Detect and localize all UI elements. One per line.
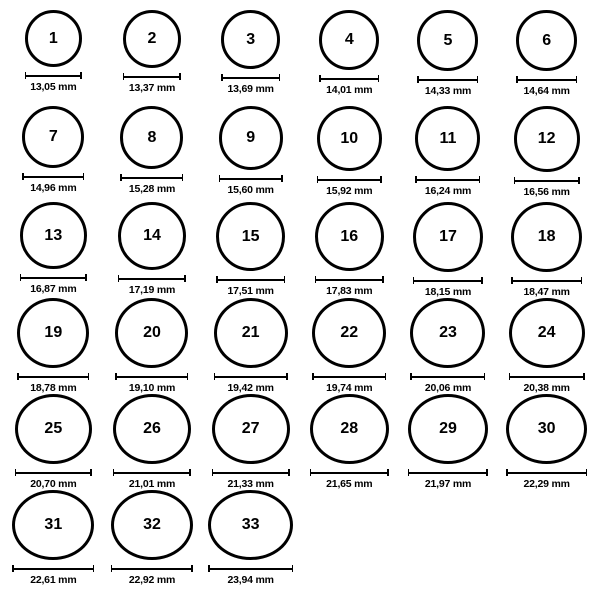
- ring-size-number: 3: [246, 30, 256, 48]
- ring-diameter-label: 19,42 mm: [227, 382, 274, 394]
- ring-diameter-measure: [514, 177, 580, 198]
- measure-bar-icon: [113, 469, 191, 476]
- measure-line: [415, 179, 480, 181]
- ring-circle: [115, 298, 188, 368]
- measure-line: [219, 178, 283, 180]
- measure-line: [315, 279, 384, 281]
- ring-diameter-label: 22,61 mm: [30, 574, 77, 586]
- measure-line: [17, 376, 89, 378]
- ring-diameter-label: 17,51 mm: [227, 285, 274, 297]
- measure-line: [123, 76, 181, 78]
- ring-diameter-measure: [115, 373, 188, 394]
- ring-size-number: 28: [340, 420, 359, 437]
- ring-diameter-label: 13,69 mm: [227, 83, 274, 95]
- ring-size-cell[interactable]: [497, 106, 596, 202]
- measure-line: [516, 79, 577, 81]
- measure-bar-icon: [417, 76, 478, 83]
- measure-bar-icon: [120, 174, 183, 181]
- ring-diameter-label: 16,24 mm: [424, 185, 472, 197]
- ring-size-cell[interactable]: [201, 394, 300, 490]
- ring-size-number: 26: [143, 420, 161, 437]
- ring-diameter-measure: [516, 76, 577, 97]
- ring-size-cell[interactable]: [103, 490, 202, 586]
- measure-line: [216, 279, 285, 281]
- measure-bar-icon: [118, 275, 186, 282]
- measure-line: [417, 79, 478, 81]
- ring-size-cell[interactable]: [399, 298, 498, 394]
- ring-size-cell[interactable]: [103, 10, 202, 106]
- ring-size-cell[interactable]: [497, 298, 596, 394]
- ring-diameter-measure: [111, 565, 193, 586]
- measure-bar-icon: [509, 373, 585, 380]
- measure-bar-icon: [511, 277, 582, 284]
- measure-bar-icon: [15, 469, 92, 476]
- ring-diameter-measure: [15, 469, 92, 490]
- ring-diameter-label: 21,01 mm: [128, 478, 176, 490]
- measure-line: [514, 180, 580, 182]
- ring-diameter-label: 17,19 mm: [128, 284, 176, 296]
- measure-line: [408, 472, 488, 474]
- ring-size-cell[interactable]: [399, 106, 498, 202]
- ring-diameter-measure: [208, 565, 293, 586]
- measure-line: [20, 277, 87, 279]
- measure-bar-icon: [216, 276, 285, 283]
- ring-diameter-label: 14,64 mm: [523, 85, 570, 97]
- ring-diameter-measure: [417, 76, 478, 97]
- ring-size-cell[interactable]: [201, 298, 300, 394]
- ring-diameter-label: 19,74 mm: [326, 382, 373, 394]
- ring-diameter-label: 18,78 mm: [30, 382, 77, 394]
- ring-diameter-label: 21,33 mm: [227, 478, 274, 490]
- ring-circle: [417, 10, 478, 71]
- ring-diameter-label: 18,15 mm: [424, 286, 472, 298]
- ring-diameter-measure: [221, 74, 280, 95]
- ring-diameter-label: 22,92 mm: [128, 574, 176, 586]
- ring-size-cell[interactable]: [201, 202, 300, 298]
- ring-circle: [319, 10, 379, 70]
- ring-diameter-label: 13,05 mm: [30, 81, 77, 93]
- ring-circle: [315, 202, 384, 271]
- measure-line: [319, 78, 379, 80]
- ring-circle: [212, 394, 290, 464]
- ring-circle: [111, 490, 193, 560]
- ring-circle: [120, 106, 183, 169]
- ring-size-cell[interactable]: [4, 202, 103, 298]
- measure-line: [310, 472, 389, 474]
- ring-circle: [410, 298, 485, 368]
- ring-size-number: 17: [439, 228, 457, 245]
- ring-size-number: 31: [44, 516, 63, 533]
- ring-diameter-measure: [120, 174, 183, 195]
- ring-diameter-measure: [317, 176, 382, 197]
- measure-bar-icon: [415, 176, 480, 183]
- ring-size-number: 32: [143, 516, 161, 533]
- ring-diameter-label: 21,65 mm: [326, 478, 373, 490]
- ring-diameter-measure: [214, 373, 288, 394]
- measure-bar-icon: [410, 373, 485, 380]
- ring-size-number: 33: [241, 516, 260, 533]
- measure-line: [511, 280, 582, 282]
- measure-bar-icon: [219, 175, 283, 182]
- measure-bar-icon: [315, 276, 384, 283]
- ring-circle: [221, 10, 280, 69]
- measure-line: [509, 376, 585, 378]
- ring-diameter-label: 18,47 mm: [523, 286, 570, 298]
- ring-size-cell[interactable]: [399, 202, 498, 298]
- ring-circle: [509, 298, 585, 368]
- ring-diameter-label: 13,37 mm: [128, 82, 176, 94]
- ring-circle: [317, 106, 382, 171]
- ring-diameter-measure: [219, 175, 283, 196]
- ring-diameter-label: 20,38 mm: [523, 382, 570, 394]
- ring-diameter-measure: [413, 277, 483, 298]
- ring-diameter-label: 15,92 mm: [326, 185, 373, 197]
- ring-size-cell[interactable]: [103, 202, 202, 298]
- ring-size-cell[interactable]: [201, 490, 300, 586]
- ring-diameter-label: 17,83 mm: [326, 285, 373, 297]
- ring-circle: [20, 202, 87, 269]
- ring-diameter-measure: [415, 176, 480, 197]
- ring-circle: [216, 202, 285, 271]
- ring-diameter-measure: [118, 275, 186, 296]
- ring-circle: [123, 10, 181, 68]
- measure-bar-icon: [22, 173, 84, 180]
- measure-line: [312, 376, 386, 378]
- ring-size-cell[interactable]: [497, 10, 596, 106]
- ring-size-grid: [4, 10, 596, 586]
- ring-size-cell[interactable]: [497, 202, 596, 298]
- measure-line: [120, 177, 183, 179]
- measure-line: [212, 472, 290, 474]
- measure-bar-icon: [123, 73, 181, 80]
- measure-line: [413, 280, 483, 282]
- ring-diameter-measure: [12, 565, 94, 586]
- ring-diameter-measure: [25, 72, 82, 93]
- measure-line: [410, 376, 485, 378]
- ring-diameter-label: 20,70 mm: [30, 478, 77, 490]
- ring-size-cell[interactable]: [103, 394, 202, 490]
- ring-size-cell[interactable]: [103, 298, 202, 394]
- ring-circle: [25, 10, 82, 67]
- ring-size-cell[interactable]: [300, 298, 399, 394]
- ring-diameter-label: 16,56 mm: [523, 186, 570, 198]
- measure-line: [25, 75, 82, 77]
- measure-bar-icon: [408, 469, 488, 476]
- ring-diameter-measure: [408, 469, 488, 490]
- ring-diameter-label: 20,06 mm: [424, 382, 472, 394]
- ring-diameter-label: 23,94 mm: [227, 574, 274, 586]
- ring-circle: [312, 298, 386, 368]
- ring-size-number: 2: [147, 30, 157, 47]
- ring-size-number: 15: [241, 227, 260, 245]
- ring-diameter-measure: [216, 276, 285, 297]
- ring-size-number: 24: [537, 324, 556, 341]
- measure-bar-icon: [212, 469, 290, 476]
- measure-line: [111, 568, 193, 570]
- ring-diameter-label: 21,97 mm: [424, 478, 472, 490]
- ring-size-number: 29: [439, 420, 457, 437]
- ring-circle: [514, 106, 580, 172]
- ring-diameter-label: 14,01 mm: [326, 84, 373, 96]
- measure-line: [113, 472, 191, 474]
- ring-circle: [208, 490, 293, 560]
- measure-line: [317, 179, 382, 181]
- ring-circle: [17, 298, 89, 368]
- ring-diameter-label: 15,28 mm: [128, 183, 176, 195]
- ring-diameter-measure: [319, 75, 379, 96]
- ring-diameter-measure: [20, 274, 87, 295]
- ring-circle: [219, 106, 283, 170]
- ring-size-cell[interactable]: [300, 106, 399, 202]
- ring-diameter-measure: [312, 373, 386, 394]
- ring-size-number: 16: [340, 227, 359, 245]
- measure-bar-icon: [111, 565, 193, 572]
- measure-bar-icon: [516, 76, 577, 83]
- measure-bar-icon: [319, 75, 379, 82]
- ring-size-number: 8: [147, 128, 157, 146]
- ring-size-cell[interactable]: [300, 394, 399, 490]
- ring-circle: [408, 394, 488, 464]
- ring-size-number: 4: [344, 31, 354, 48]
- ring-size-number: 9: [246, 129, 256, 146]
- ring-circle: [511, 202, 582, 272]
- ring-size-number: 11: [439, 129, 457, 147]
- measure-line: [214, 376, 288, 378]
- ring-diameter-label: 22,29 mm: [523, 478, 570, 490]
- ring-size-number: 23: [439, 324, 457, 341]
- measure-line: [22, 176, 84, 178]
- ring-diameter-measure: [310, 469, 389, 490]
- measure-line: [221, 77, 280, 79]
- ring-size-number: 7: [48, 128, 58, 145]
- measure-bar-icon: [317, 176, 382, 183]
- ring-size-cell[interactable]: [300, 202, 399, 298]
- ring-diameter-measure: [212, 469, 290, 490]
- ring-diameter-measure: [113, 469, 191, 490]
- ring-diameter-measure: [509, 373, 585, 394]
- measure-line: [506, 472, 587, 474]
- ring-circle: [415, 106, 480, 171]
- ring-size-number: 10: [340, 129, 359, 147]
- measure-bar-icon: [115, 373, 188, 380]
- ring-diameter-measure: [22, 173, 84, 194]
- ring-circle: [22, 106, 84, 168]
- ring-circle: [516, 10, 577, 71]
- ring-size-cell[interactable]: [4, 106, 103, 202]
- ring-size-cell[interactable]: [300, 10, 399, 106]
- ring-size-number: 19: [44, 324, 63, 341]
- ring-size-number: 22: [340, 324, 359, 341]
- ring-diameter-measure: [511, 277, 582, 298]
- ring-diameter-measure: [123, 73, 181, 94]
- ring-size-cell[interactable]: [201, 106, 300, 202]
- measure-bar-icon: [506, 469, 587, 476]
- measure-bar-icon: [221, 74, 280, 81]
- ring-size-cell[interactable]: [4, 394, 103, 490]
- ring-size-number: 30: [537, 420, 556, 437]
- measure-line: [15, 472, 92, 474]
- measure-line: [118, 278, 186, 280]
- ring-diameter-measure: [410, 373, 485, 394]
- measure-line: [12, 568, 94, 570]
- ring-circle: [12, 490, 94, 560]
- ring-size-number: 13: [44, 226, 63, 244]
- ring-size-number: 20: [143, 324, 161, 341]
- ring-size-number: 25: [44, 420, 63, 437]
- ring-size-number: 6: [542, 31, 552, 49]
- measure-bar-icon: [17, 373, 89, 380]
- ring-diameter-label: 16,87 mm: [30, 283, 77, 295]
- ring-size-number: 21: [241, 324, 260, 341]
- ring-diameter-measure: [506, 469, 587, 490]
- measure-bar-icon: [20, 274, 87, 281]
- ring-size-cell[interactable]: [4, 10, 103, 106]
- ring-diameter-measure: [315, 276, 384, 297]
- measure-bar-icon: [312, 373, 386, 380]
- measure-bar-icon: [514, 177, 580, 184]
- ring-circle: [15, 394, 92, 464]
- ring-size-number: 12: [537, 130, 556, 147]
- ring-size-number: 18: [537, 228, 556, 245]
- ring-size-number: 14: [143, 227, 161, 244]
- ring-circle: [506, 394, 587, 464]
- measure-bar-icon: [25, 72, 82, 79]
- ring-circle: [113, 394, 191, 464]
- ring-diameter-label: 15,60 mm: [227, 184, 274, 196]
- measure-bar-icon: [310, 469, 389, 476]
- ring-size-number: 27: [241, 420, 260, 437]
- ring-size-number: 1: [48, 29, 58, 47]
- ring-circle: [214, 298, 288, 368]
- ring-circle: [118, 202, 186, 270]
- measure-line: [115, 376, 188, 378]
- ring-size-cell[interactable]: [4, 490, 103, 586]
- ring-diameter-label: 19,10 mm: [128, 382, 176, 394]
- measure-bar-icon: [208, 565, 293, 572]
- ring-size-cell[interactable]: [399, 10, 498, 106]
- ring-size-cell[interactable]: [103, 106, 202, 202]
- measure-bar-icon: [12, 565, 94, 572]
- ring-size-number: 5: [443, 31, 453, 49]
- ring-diameter-measure: [17, 373, 89, 394]
- ring-size-cell[interactable]: [399, 394, 498, 490]
- ring-diameter-label: 14,96 mm: [30, 182, 77, 194]
- measure-line: [208, 568, 293, 570]
- ring-size-cell[interactable]: [497, 394, 596, 490]
- ring-diameter-label: 14,33 mm: [424, 85, 472, 97]
- ring-size-cell[interactable]: [4, 298, 103, 394]
- ring-size-cell[interactable]: [201, 10, 300, 106]
- ring-circle: [413, 202, 483, 272]
- measure-bar-icon: [413, 277, 483, 284]
- ring-circle: [310, 394, 389, 464]
- measure-bar-icon: [214, 373, 288, 380]
